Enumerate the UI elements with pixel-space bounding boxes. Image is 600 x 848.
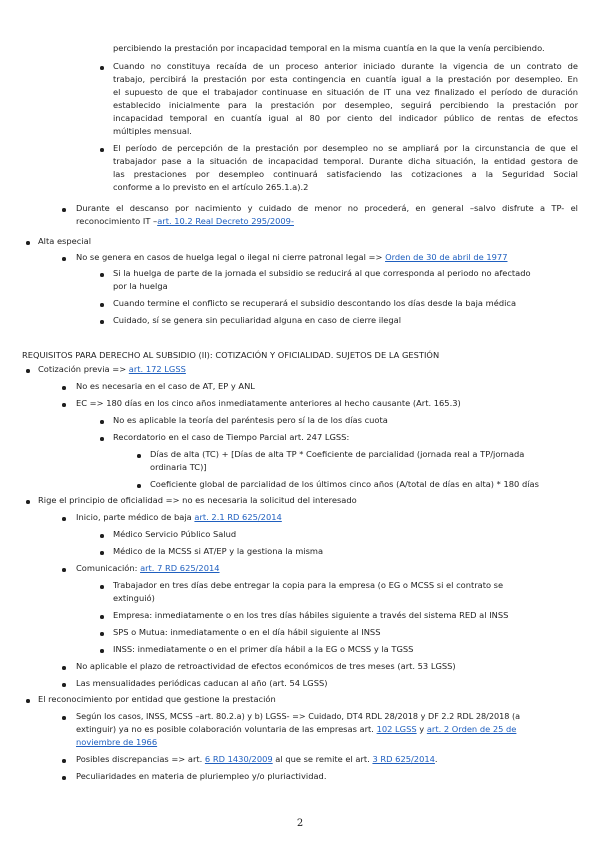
text-line: conforme a lo previsto en el artículo 265.1.a).2 (113, 182, 309, 192)
text-line: extinguió) (113, 593, 155, 603)
bullet (100, 273, 104, 277)
text-line: las prestaciones por desempleo continuará satisfaciendo las cotizaciones a la Seguridad Social (113, 169, 578, 179)
text-line: ordinaria TC)] (150, 462, 207, 472)
text-line: por la huelga (113, 281, 168, 291)
text-line: Coeficiente global de parcialidad de los últimos cinco años (A/total de días en alta) * 180 días (150, 479, 539, 489)
text-line: establecido inicialmente para la prestación por desempleo, seguirá percibiendo la prestación por (113, 100, 578, 110)
bullet (62, 716, 66, 720)
bullet (26, 500, 30, 504)
section-heading: REQUISITOS PARA DERECHO AL SUBSIDIO (II): COTIZACIÓN Y OFICIALIDAD. SUJETOS DE LA GESTIÓN (22, 350, 440, 360)
bullet (100, 585, 104, 589)
law-link[interactable]: art. 10.2 Real Decreto 295/2009- (157, 216, 294, 226)
text-line: INSS: inmediatamente o en el primer día hábil a la EG o MCSS y la TGSS (113, 644, 414, 654)
bullet (100, 632, 104, 636)
bullet (100, 66, 104, 70)
bullet (62, 257, 66, 261)
bullet (62, 386, 66, 390)
text-line: El período de percepción de la prestación por desempleo no se ampliará por la circunstancia de que el (113, 143, 578, 153)
text-line: Días de alta (TC) + [Días de alta TP * Coeficiente de parcialidad (jornada real a TP/jornada (150, 449, 525, 459)
law-link[interactable]: 102 LGSS (376, 724, 417, 734)
bullet (100, 420, 104, 424)
bullet (26, 699, 30, 703)
bullet (62, 568, 66, 572)
bullet (137, 484, 141, 488)
bullet (62, 683, 66, 687)
bullet (26, 241, 30, 245)
text-line: percibiendo la prestación por incapacidad temporal en la misma cuantía en la que la venía percibiendo. (113, 43, 545, 53)
text-line: No es necesaria en el caso de AT, EP y ANL (76, 381, 255, 391)
text-line: Rige el principio de oficialidad => no es necesaria la solicitud del interesado (38, 495, 357, 505)
text-line: trabajador pase a la situación de incapacidad temporal. Durante dicha situación, la entidad gestora de (113, 156, 578, 166)
text-line: El reconocimiento por entidad que gestione la prestación (38, 694, 276, 704)
bullet (100, 649, 104, 653)
text-line: Cuando no constituya recaída de un proceso anterior iniciado durante la vigencia de un contrato de (113, 61, 578, 71)
text-line: Comunicación: art. 7 RD 625/2014 (76, 563, 220, 573)
text-line: Médico de la MCSS si AT/EP y la gestiona la misma (113, 546, 324, 556)
law-link[interactable]: Orden de 30 de abril de 1977 (385, 252, 508, 262)
text-line: Inicio, parte médico de baja art. 2.1 RD 625/2014 (76, 512, 282, 522)
text-line: Recordatorio en el caso de Tiempo Parcial art. 247 LGSS: (113, 432, 350, 442)
text-line: incapacidad temporal en cuantía igual al 80 por ciento del indicador público de rentas de efectos (113, 113, 578, 123)
bullet (62, 759, 66, 763)
law-link[interactable]: noviembre de 1966 (76, 737, 158, 747)
bullet (100, 551, 104, 555)
text-line (76, 736, 157, 748)
bullet (62, 208, 66, 212)
bullet (100, 148, 104, 152)
text-line: Cotización previa => art. 172 LGSS (38, 364, 186, 374)
law-link[interactable]: 6 RD 1430/2009 (204, 754, 273, 764)
text-line: EC => 180 días en los cinco años inmediatamente anteriores al hecho causante (Art. 165.3) (76, 398, 461, 408)
text-line: Médico Servicio Público Salud (113, 529, 237, 539)
text-line: Cuando termine el conflicto se recuperará el subsidio descontando los días desde la baja médica (113, 298, 517, 308)
text-line: extinguir) ya no es posible colaboración voluntaria de las empresas art. 102 LGSS y art. 2 Orden de 25 de (76, 724, 517, 734)
text-line: Peculiaridades en materia de pluriempleo y/o pluriactividad. (76, 771, 327, 781)
text-line: Cuidado, sí se genera sin peculiaridad alguna en caso de cierre ilegal (113, 315, 402, 325)
text-line: Durante el descanso por nacimiento y cuidado de menor no procederá, en general –salvo disfrute a TP- el (76, 203, 578, 213)
text-line: múltiples mensual. (113, 126, 192, 136)
text-line: el supuesto de que el trabajador continuase en situación de IT una vez finalizado el período de duración (113, 87, 578, 97)
text-line: No es aplicable la teoría del paréntesis pero sí la de los días cuota (113, 415, 388, 425)
bullet (100, 615, 104, 619)
text-line: reconocimiento IT –art. 10.2 Real Decreto 295/2009- (76, 216, 294, 226)
bullet (100, 534, 104, 538)
law-link[interactable]: art. 2 Orden de 25 de (426, 724, 517, 734)
bullet (62, 517, 66, 521)
text-line: trabajo, percibirá la prestación por esta contingencia en cuantía igual a la prestación por desempleo. En (113, 74, 578, 84)
text-line: Alta especial (38, 236, 92, 246)
text-line: No se genera en casos de huelga legal o ilegal ni cierre patronal legal => Orden de 30 de abril de 1977 (76, 252, 508, 262)
text-line: SPS o Mutua: inmediatamente o en el día hábil siguiente al INSS (113, 627, 381, 637)
bullet (62, 776, 66, 780)
bullet (100, 303, 104, 307)
bullet (100, 320, 104, 324)
text-line: Trabajador en tres días debe entregar la copia para la empresa (o EG o MCSS si el contrato se (113, 580, 504, 590)
law-link[interactable]: art. 7 RD 625/2014 (140, 563, 220, 573)
bullet (137, 454, 141, 458)
text-line: Posibles discrepancias => art. 6 RD 1430/2009 al que se remite el art. 3 RD 625/2014. (76, 754, 438, 764)
text-line: Empresa: inmediatamente o en los tres días hábiles siguiente a través del sistema RED al INSS (113, 610, 509, 620)
law-link[interactable]: art. 2.1 RD 625/2014 (194, 512, 282, 522)
bullet (100, 437, 104, 441)
text-line: Según los casos, INSS, MCSS –art. 80.2.a) y b) LGSS- => Cuidado, DT4 RDL 28/2018 y DF 2.2 RDL 28/2018 (a (76, 711, 521, 721)
page-number: 2 (296, 818, 304, 829)
text-line: No aplicable el plazo de retroactividad de efectos económicos de tres meses (art. 53 LGSS) (76, 661, 456, 671)
text-line: Las mensualidades periódicas caducan al año (art. 54 LGSS) (76, 678, 328, 688)
bullet (62, 403, 66, 407)
bullet (26, 369, 30, 373)
bullet (62, 666, 66, 670)
law-link[interactable]: 3 RD 625/2014 (372, 754, 435, 764)
law-link[interactable]: art. 172 LGSS (128, 364, 186, 374)
text-line: Si la huelga de parte de la jornada el subsidio se reducirá al que corresponda al periodo no afectado (113, 268, 531, 278)
